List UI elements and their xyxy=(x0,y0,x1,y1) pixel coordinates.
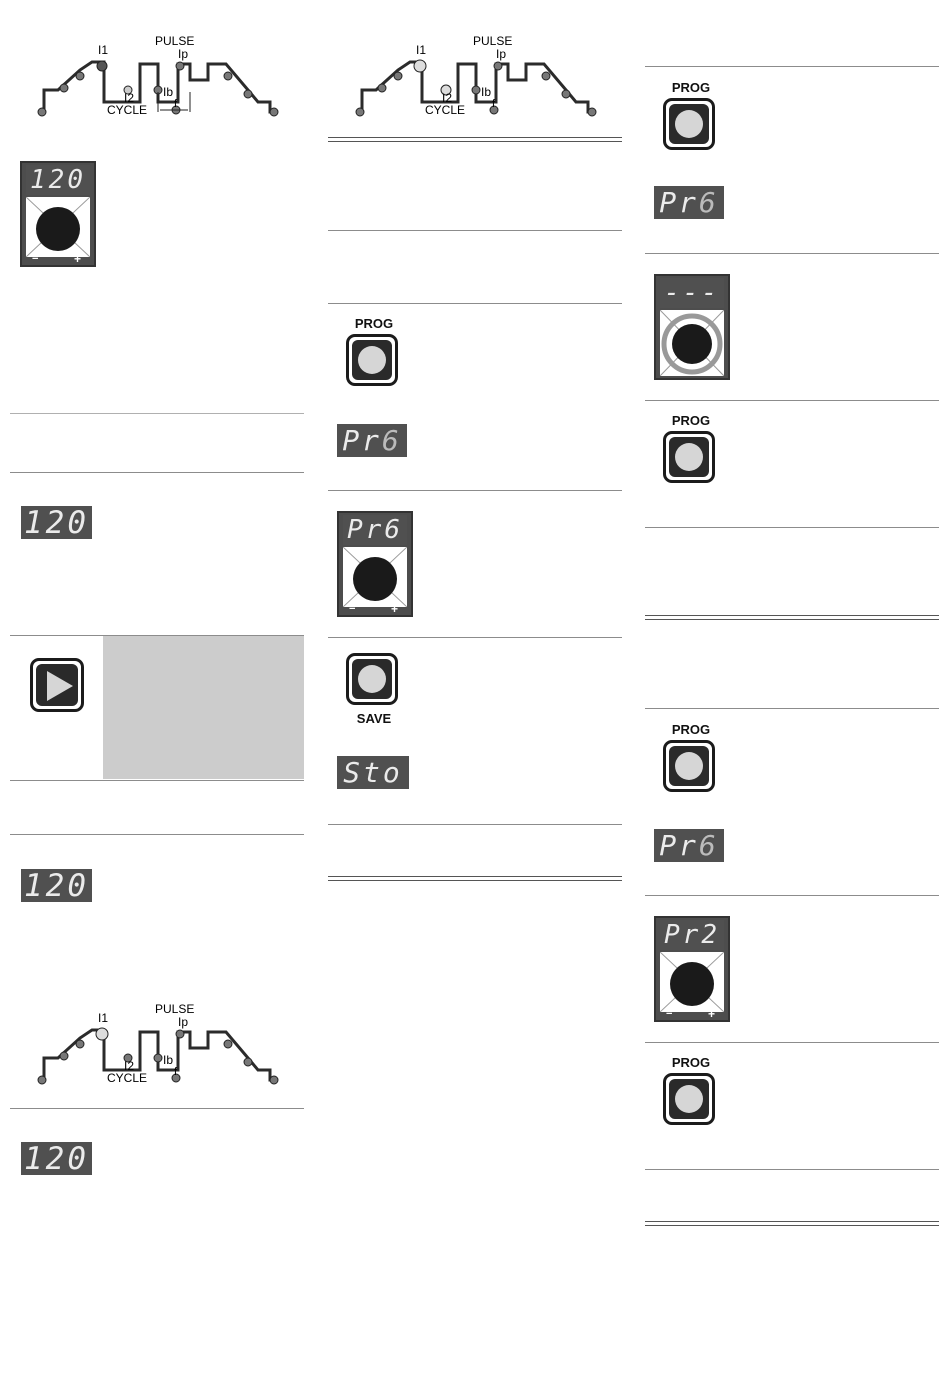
ip-label: Ip xyxy=(178,1015,189,1029)
note-box xyxy=(103,636,304,779)
knob-icon[interactable] xyxy=(26,197,90,257)
current-display: 120 xyxy=(26,165,90,195)
i2-label: I2 xyxy=(124,1059,135,1073)
divider xyxy=(10,413,304,414)
i2-label: I2 xyxy=(442,91,453,105)
prog-label: PROG xyxy=(354,316,394,331)
ib-label: Ib xyxy=(163,85,174,99)
divider xyxy=(10,472,304,473)
divider xyxy=(645,253,939,254)
current-display: 120 xyxy=(21,1142,92,1175)
f-label: f xyxy=(492,98,496,110)
cycle-label: CYCLE xyxy=(107,1071,148,1085)
ib-label: Ib xyxy=(163,1053,174,1067)
program-display xyxy=(654,829,724,862)
divider xyxy=(645,400,939,401)
divider xyxy=(645,66,939,67)
prog-button[interactable] xyxy=(663,740,715,792)
i1-label: I1 xyxy=(98,43,109,57)
program-display: Pr2 xyxy=(660,920,724,950)
dash-knob-panel xyxy=(654,274,730,380)
divider xyxy=(10,1108,304,1109)
current-knob-panel xyxy=(20,161,96,267)
prog-button[interactable] xyxy=(663,431,715,483)
pulse-label: PULSE xyxy=(155,34,195,48)
divider xyxy=(328,824,622,825)
knob-minus: − xyxy=(349,603,356,615)
play-button[interactable] xyxy=(30,658,84,712)
f-label: f xyxy=(174,1066,178,1078)
prog-button[interactable] xyxy=(663,98,715,150)
divider xyxy=(328,230,622,231)
ip-label: Ip xyxy=(496,47,507,61)
current-display: 120 xyxy=(21,506,92,539)
prog-button[interactable] xyxy=(346,334,398,386)
divider xyxy=(645,895,939,896)
prog-label: PROG xyxy=(671,413,711,428)
program-display: Pr6 xyxy=(343,515,407,545)
pulse-label: PULSE xyxy=(473,34,513,48)
welding-cycle-diagram xyxy=(348,30,608,120)
program-display-text: Pr xyxy=(659,829,699,862)
divider xyxy=(328,490,622,491)
program-knob-panel xyxy=(337,511,413,617)
divider xyxy=(645,708,939,709)
program-knob-panel xyxy=(654,916,730,1022)
current-display: 120 xyxy=(21,869,92,902)
i1-label: I1 xyxy=(416,43,427,57)
program-display xyxy=(337,424,407,457)
cycle-label: CYCLE xyxy=(425,103,466,117)
divider xyxy=(645,1169,939,1170)
knob-plus: + xyxy=(74,252,82,266)
i1-label: I1 xyxy=(98,1011,109,1025)
prog-label: PROG xyxy=(671,722,711,737)
divider xyxy=(645,527,939,528)
divider xyxy=(328,637,622,638)
section-divider xyxy=(328,876,622,881)
dash-display: --- xyxy=(660,278,724,308)
ip-label: Ip xyxy=(178,47,189,61)
save-button[interactable] xyxy=(346,653,398,705)
prog-button[interactable] xyxy=(663,1073,715,1125)
pulse-label: PULSE xyxy=(155,1002,195,1016)
section-divider xyxy=(328,137,622,142)
divider xyxy=(328,303,622,304)
i2-label: I2 xyxy=(124,91,135,105)
program-display-digit: 6 xyxy=(698,186,719,219)
program-display xyxy=(654,186,724,219)
divider xyxy=(10,834,304,835)
knob-plus: + xyxy=(391,602,399,616)
knob-minus: − xyxy=(32,253,39,265)
ib-label: Ib xyxy=(481,85,492,99)
program-display-digit: 6 xyxy=(698,829,719,862)
play-icon xyxy=(43,669,75,703)
section-divider xyxy=(645,1221,939,1226)
knob-icon[interactable] xyxy=(343,547,407,607)
divider xyxy=(10,780,304,781)
divider xyxy=(645,1042,939,1043)
knob-plus: + xyxy=(708,1007,716,1021)
program-display-text: Pr xyxy=(342,424,382,457)
welding-cycle-diagram xyxy=(30,30,290,120)
prog-label: PROG xyxy=(671,80,711,95)
knob-icon[interactable] xyxy=(660,310,724,376)
knob-icon[interactable] xyxy=(660,952,724,1012)
knob-minus: − xyxy=(666,1008,673,1020)
program-display-text: Pr xyxy=(659,186,699,219)
prog-label: PROG xyxy=(671,1055,711,1070)
f-label: f xyxy=(174,98,178,110)
save-label: SAVE xyxy=(356,711,392,726)
store-display: Sto xyxy=(337,756,409,789)
welding-cycle-diagram xyxy=(30,998,290,1088)
program-display-digit: 6 xyxy=(381,424,402,457)
cycle-label: CYCLE xyxy=(107,103,148,117)
section-divider xyxy=(645,615,939,620)
